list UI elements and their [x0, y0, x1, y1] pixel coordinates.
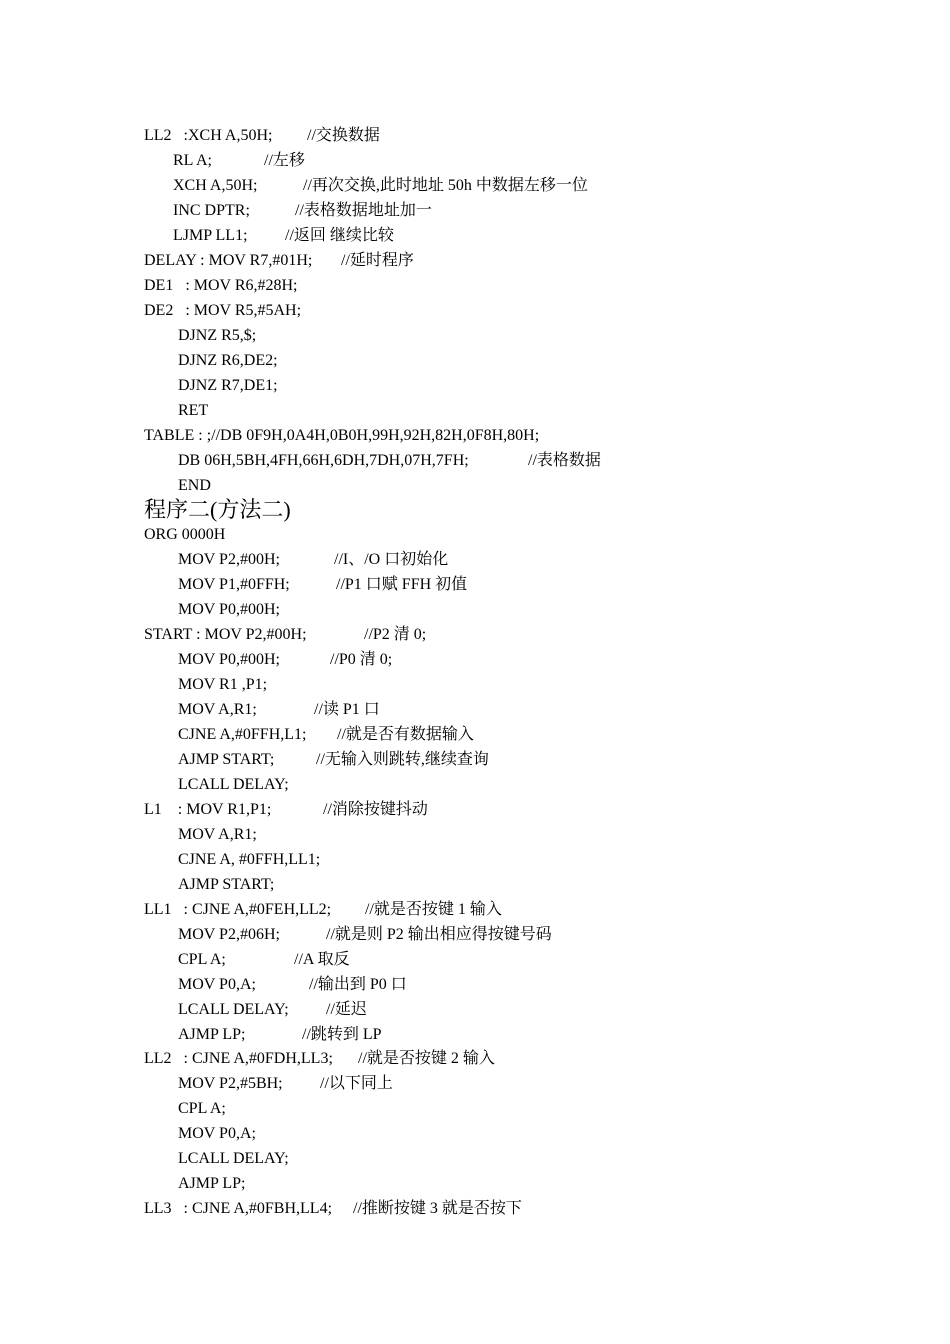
- code-line: [178, 872, 274, 897]
- code-line: [144, 273, 298, 298]
- code-comment: //返回 继续比较: [285, 227, 394, 244]
- code-line: [144, 1046, 495, 1071]
- code-text: MOV R1 ,P1;: [178, 676, 268, 693]
- code-text: DE2 : MOV R5,#5AH;: [144, 302, 302, 319]
- code-line: [178, 722, 474, 747]
- code-line: [178, 348, 278, 373]
- code-line: [173, 148, 305, 173]
- code-comment: //表格数据: [528, 452, 601, 469]
- code-text: MOV P0,#00H;: [178, 601, 280, 618]
- code-comment: //就是否按键 2 输入: [358, 1050, 495, 1067]
- code-comment: //就是否按键 1 输入: [365, 901, 502, 918]
- code-line: [144, 897, 502, 922]
- code-text: MOV P2,#06H;: [178, 926, 280, 943]
- code-text: LCALL DELAY;: [178, 1150, 289, 1167]
- code-line: [178, 1171, 245, 1196]
- code-line: [178, 647, 393, 672]
- code-text: L1 : MOV R1,P1;: [144, 801, 272, 818]
- code-line: [178, 1071, 393, 1096]
- code-text: MOV P0,#00H;: [178, 651, 280, 668]
- code-comment: //读 P1 口: [314, 701, 380, 718]
- code-text: LL2 :XCH A,50H;: [144, 127, 273, 144]
- code-text: INC DPTR;: [173, 202, 250, 219]
- code-text: CJNE A, #0FFH,LL1;: [178, 851, 321, 868]
- code-text: END: [178, 477, 211, 494]
- code-line: [178, 473, 211, 498]
- code-text: MOV P0,A;: [178, 976, 256, 993]
- code-line: [178, 1022, 382, 1047]
- code-line: [178, 1146, 289, 1171]
- code-text: CPL A;: [178, 951, 226, 968]
- code-text: MOV A,R1;: [178, 826, 257, 843]
- code-text: MOV P1,#0FFH;: [178, 576, 290, 593]
- code-comment: //交换数据: [307, 127, 380, 144]
- code-text: MOV P2,#5BH;: [178, 1075, 283, 1092]
- code-line: [178, 747, 489, 772]
- code-text: XCH A,50H;: [173, 177, 258, 194]
- code-text: CJNE A,#0FFH,L1;: [178, 726, 307, 743]
- code-text: AJMP LP;: [178, 1175, 246, 1192]
- code-line: [144, 423, 539, 448]
- code-line: [178, 822, 257, 847]
- code-text: LL3 : CJNE A,#0FBH,LL4;: [144, 1200, 333, 1217]
- code-text: DB 06H,5BH,4FH,66H,6DH,7DH,07H,7FH;: [178, 452, 469, 469]
- code-text: DELAY : MOV R7,#01H;: [144, 252, 313, 269]
- code-text: MOV P0,A;: [178, 1125, 256, 1142]
- code-comment: //跳转到 LP: [302, 1026, 382, 1043]
- code-comment: //就是否有数据输入: [337, 726, 474, 743]
- code-line: [178, 847, 320, 872]
- code-line: [178, 922, 552, 947]
- code-text: CPL A;: [178, 1100, 226, 1117]
- code-line: [178, 547, 449, 572]
- code-line: [178, 448, 601, 473]
- code-line: [178, 373, 278, 398]
- code-text: RL A;: [173, 152, 212, 169]
- code-comment: //消除按键抖动: [323, 801, 428, 818]
- code-text: LL1 : CJNE A,#0FEH,LL2;: [144, 901, 332, 918]
- code-text: AJMP LP;: [178, 1026, 246, 1043]
- code-text: DJNZ R7,DE1;: [178, 377, 278, 394]
- code-text: LCALL DELAY;: [178, 776, 289, 793]
- code-text: RET: [178, 402, 209, 419]
- code-comment: //无输入则跳转,继续查询: [316, 751, 489, 768]
- code-line: [173, 173, 588, 198]
- code-text: AJMP START;: [178, 876, 275, 893]
- code-line: [178, 1121, 256, 1146]
- code-line: [144, 797, 428, 822]
- code-line: [178, 323, 256, 348]
- code-line: [144, 298, 301, 323]
- code-line: [173, 198, 432, 223]
- code-line: [178, 697, 380, 722]
- code-comment: //P1 口赋 FFH 初值: [336, 576, 468, 593]
- code-text: MOV P2,#00H;: [178, 551, 280, 568]
- code-comment: //就是则 P2 输出相应得按键号码: [326, 926, 552, 943]
- code-text: START : MOV P2,#00H;: [144, 626, 307, 643]
- code-comment: //P0 清 0;: [330, 651, 393, 668]
- section-heading: 程序二(方法二): [144, 497, 291, 522]
- code-line: [178, 972, 407, 997]
- code-comment: //I、/O 口初始化: [334, 551, 449, 568]
- code-line: [144, 123, 380, 148]
- code-comment: //以下同上: [320, 1075, 393, 1092]
- code-line: [178, 572, 468, 597]
- code-comment: //输出到 P0 口: [309, 976, 407, 993]
- code-comment: //延迟: [326, 1001, 367, 1018]
- code-text: MOV A,R1;: [178, 701, 257, 718]
- code-line: [178, 1096, 226, 1121]
- code-line: [178, 772, 289, 797]
- code-text: ORG 0000H: [144, 526, 226, 543]
- code-comment: //再次交换,此时地址 50h 中数据左移一位: [303, 177, 588, 194]
- code-comment: //延时程序: [341, 252, 414, 269]
- code-text: DE1 : MOV R6,#28H;: [144, 277, 298, 294]
- code-text: DJNZ R6,DE2;: [178, 352, 278, 369]
- code-text: DJNZ R5,$;: [178, 327, 257, 344]
- code-line: [144, 248, 414, 273]
- code-comment: //左移: [264, 152, 305, 169]
- code-text: LCALL DELAY;: [178, 1001, 289, 1018]
- code-line: [144, 1196, 522, 1221]
- code-text: AJMP START;: [178, 751, 275, 768]
- code-line: [144, 522, 225, 547]
- code-comment: //表格数据地址加一: [295, 202, 432, 219]
- code-line: [178, 947, 350, 972]
- code-comment: //推断按键 3 就是否按下: [353, 1200, 522, 1217]
- code-line: [178, 398, 208, 423]
- code-comment: //P2 清 0;: [364, 626, 427, 643]
- code-line: [144, 622, 427, 647]
- code-text: LL2 : CJNE A,#0FDH,LL3;: [144, 1050, 333, 1067]
- code-line: [178, 997, 367, 1022]
- code-text: TABLE : ;//DB 0F9H,0A4H,0B0H,99H,92H,82H,0F8H,80H;: [144, 427, 540, 444]
- code-text: LJMP LL1;: [173, 227, 248, 244]
- code-line: [178, 672, 267, 697]
- code-line: [178, 597, 280, 622]
- code-comment: //A 取反: [294, 951, 350, 968]
- code-line: [173, 223, 394, 248]
